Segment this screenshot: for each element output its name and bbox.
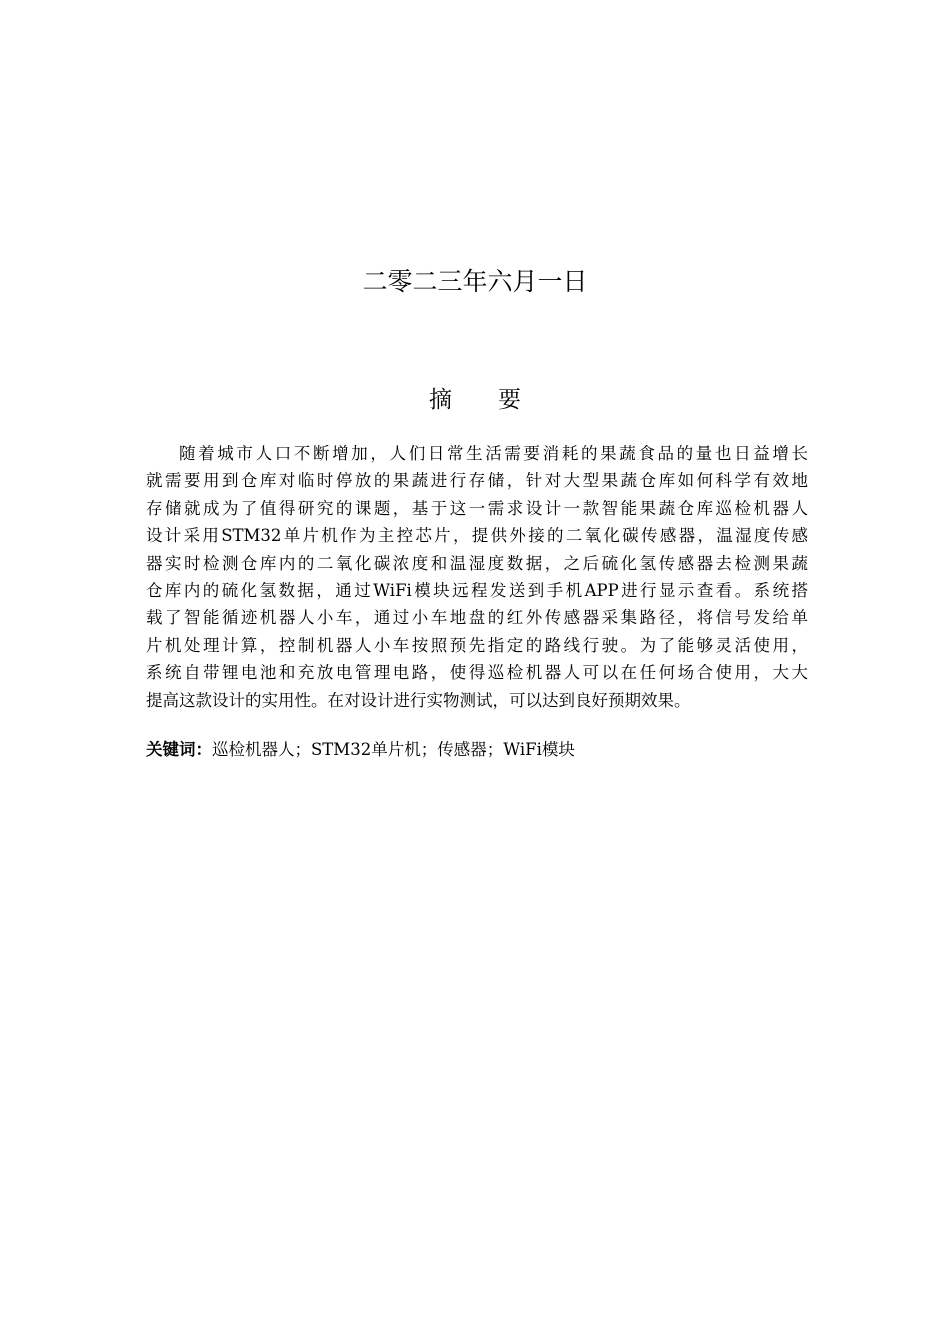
abstract-line: 设计采用STM32单片机作为主控芯片，提供外接的二氧化碳传感器，温湿度传感 [146, 526, 808, 546]
abstract-line: 提高这款设计的实用性。在对设计进行实物测试，可以达到良好预期效果。 [146, 690, 691, 710]
abstract-line: 就需要用到仓库对临时停放的果蔬进行存储，针对大型果蔬仓库如何科学有效地 [146, 471, 808, 491]
keywords-label: 关键词： [146, 740, 212, 759]
abstract-heading [0, 380, 950, 420]
abstract-line: 存储就成为了值得研究的课题，基于这一需求设计一款智能果蔬仓库巡检机器人 [146, 498, 808, 518]
keywords-line [146, 736, 808, 764]
abstract-line: 随着城市人口不断增加，人们日常生活需要消耗的果蔬食品的量也日益增长 [179, 444, 808, 463]
date-line: 二零二三年六月一日 [362, 267, 588, 296]
abstract-body [146, 440, 808, 714]
abstract-line: 片机处理计算，控制机器人小车按照预先指定的路线行驶。为了能够灵活使用， [146, 635, 808, 655]
abstract-heading-char-2: 要 [498, 387, 521, 413]
abstract-heading-char-1: 摘 [429, 387, 452, 413]
abstract-line: 仓库内的硫化氢数据，通过WiFi模块远程发送到手机APP进行显示查看。系统搭 [146, 581, 808, 601]
abstract-line: 载了智能循迹机器人小车，通过小车地盘的红外传感器采集路径，将信号发给单 [146, 608, 808, 628]
abstract-line: 器实时检测仓库内的二氧化碳浓度和温湿度数据，之后硫化氢传感器去检测果蔬 [146, 553, 808, 573]
abstract-line: 系统自带锂电池和充放电管理电路，使得巡检机器人可以在任何场合使用，大大 [146, 663, 808, 683]
keywords-text: 巡检机器人；STM32单片机；传感器；WiFi模块 [212, 740, 575, 759]
